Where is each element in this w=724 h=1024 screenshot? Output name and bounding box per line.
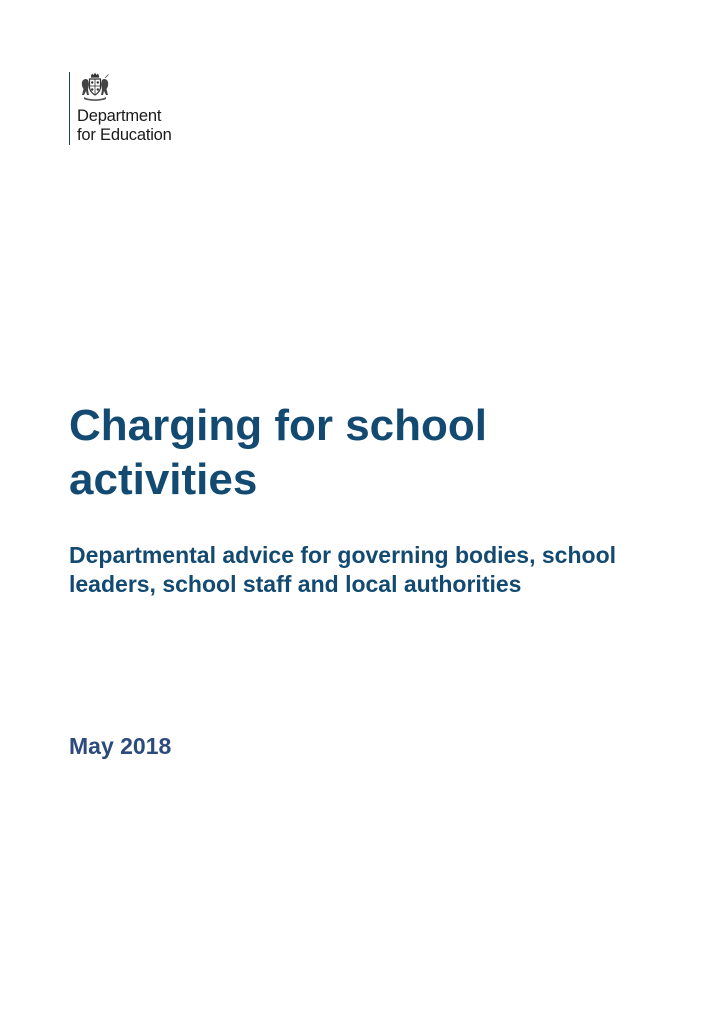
royal-coat-of-arms-icon [79, 72, 111, 102]
department-logo [69, 72, 172, 145]
logo-text-line-1: Department [77, 107, 162, 125]
logo-text-line-2: for Education [77, 126, 172, 144]
document-title: Charging for school activities [69, 401, 487, 504]
document-subtitle: Departmental advice for governing bodies, school leaders, school staff and local authorities [69, 542, 617, 597]
publication-date: May 2018 [69, 733, 172, 759]
